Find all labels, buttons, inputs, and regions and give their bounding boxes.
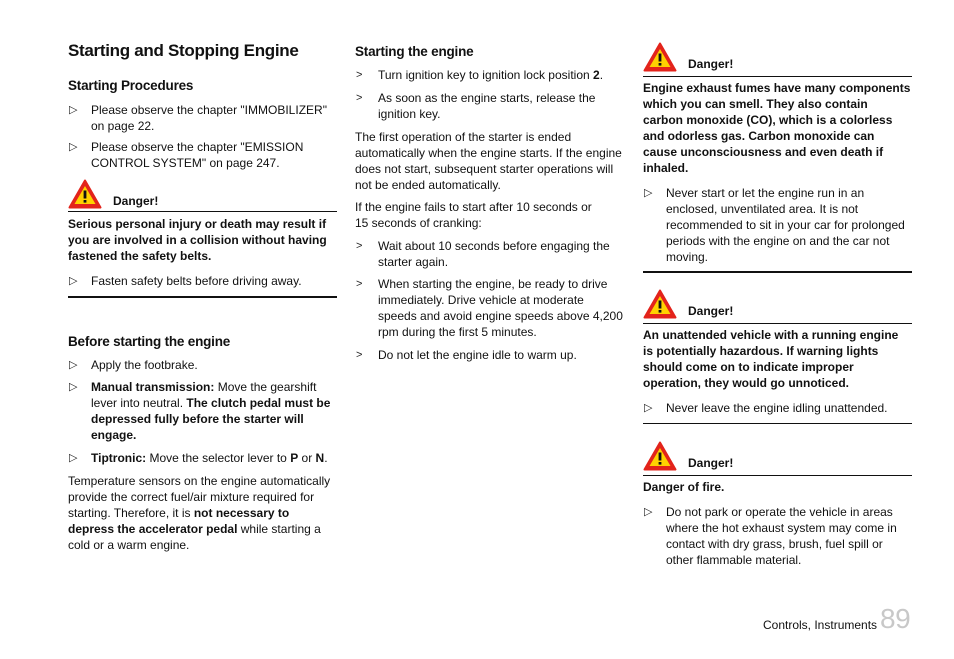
arrow-bullet-icon: > (356, 349, 363, 361)
section-heading-before-starting: Before starting the engine (68, 334, 231, 349)
arrow-bullet-icon: > (356, 69, 363, 81)
danger-text: An unattended vehicle with a running engine is potentially hazardous. If warning lights should come on to indicate improper operation, they would go unnoticed. (643, 328, 899, 390)
triangle-bullet-icon: ▷ (644, 187, 653, 199)
list-item: > Do not let the engine idle to warm up. (356, 348, 577, 362)
list-item: > Turn ignition key to ignition lock position 2. (356, 68, 604, 82)
danger-label: Danger! (688, 57, 734, 71)
divider (643, 423, 912, 424)
warning-triangle-icon (643, 42, 677, 72)
triangle-bullet-icon: ▷ (644, 506, 653, 518)
triangle-bullet-icon: ▷ (69, 275, 78, 287)
divider (643, 475, 912, 476)
divider (68, 211, 337, 212)
triangle-bullet-icon: ▷ (69, 141, 78, 153)
warning-triangle-icon (643, 441, 677, 471)
warning-triangle-icon (643, 289, 677, 319)
triangle-bullet-icon: ▷ (69, 104, 78, 116)
footer-section-label: Controls, Instruments (763, 618, 878, 632)
divider (643, 323, 912, 324)
triangle-bullet-icon: ▷ (69, 452, 78, 464)
section-heading-starting-engine: Starting the engine (355, 44, 474, 59)
list-item: > When starting the engine, be ready to drive immediately. Drive vehicle at moderate speeds and avoid engine speeds above 4,200 rpm during the first 5 minutes. (356, 277, 623, 339)
list-item: ▷ Fasten safety belts before driving away. (69, 274, 302, 288)
paragraph: The first operation of the starter is ended automatically when the engine starts. If the engine does not start, subsequent starter operations will not be ended automatically. (355, 130, 622, 192)
page-number: 89 (880, 603, 911, 634)
list-item: ▷ Tiptronic: Move the selector lever to P or N. (69, 451, 328, 465)
triangle-bullet-icon: ▷ (644, 402, 653, 414)
danger-label: Danger! (113, 194, 159, 208)
section-heading-starting-procedures: Starting Procedures (68, 78, 194, 93)
arrow-bullet-icon: > (356, 278, 363, 290)
danger-text: Serious personal injury or death may result if you are involved in a collision without having fastened the safety belts. (68, 217, 327, 263)
list-item: > As soon as the engine starts, release the ignition key. (356, 91, 596, 121)
triangle-bullet-icon: ▷ (69, 359, 78, 371)
list-item: ▷ Apply the footbrake. (69, 358, 198, 372)
list-item: ▷ Please observe the chapter "IMMOBILIZER" on page 22. (69, 103, 327, 133)
warning-triangle-icon (68, 179, 102, 209)
danger-label: Danger! (688, 304, 734, 318)
list-item: > Wait about 10 seconds before engaging the starter again. (356, 239, 610, 269)
danger-label: Danger! (688, 456, 734, 470)
list-item: ▷ Do not park or operate the vehicle in areas where the hot exhaust system may come in contact with dry grass, brush, fuel spill or other flammable material. (644, 505, 897, 567)
list-item: ▷ Manual transmission: Move the gearshift lever into neutral. The clutch pedal must be depressed fully before the starter will engage. (69, 380, 331, 442)
triangle-bullet-icon: ▷ (69, 381, 78, 393)
list-item: ▷ Never leave the engine idling unattended. (644, 401, 888, 415)
paragraph: Temperature sensors on the engine automatically provide the correct fuel/air mixture required for starting. Therefore, it is not necessary to depress the accelerator pedal while starting a cold or a warm engine. (68, 474, 331, 552)
divider (68, 296, 337, 298)
divider (643, 271, 912, 273)
list-item: ▷ Never start or let the engine run in an enclosed, unventilated area. It is not recommended to sit in your car for prolonged periods with the engine on and the car not moving. (644, 186, 905, 264)
arrow-bullet-icon: > (356, 92, 363, 104)
danger-text: Engine exhaust fumes have many components which you can smell. They also contain carbon monoxide (CO), which is a colorless and odorless gas. Carbon monoxide can cause unconsciousness and even death if inhaled. (643, 81, 911, 175)
arrow-bullet-icon: > (356, 240, 363, 252)
paragraph: If the engine fails to start after 10 seconds or 15 seconds of cranking: (355, 200, 592, 230)
page-title: Starting and Stopping Engine (68, 41, 299, 60)
list-item: ▷ Please observe the chapter "EMISSION CONTROL SYSTEM" on page 247. (69, 140, 304, 170)
divider (643, 76, 912, 77)
danger-text: Danger of fire. (643, 480, 725, 494)
